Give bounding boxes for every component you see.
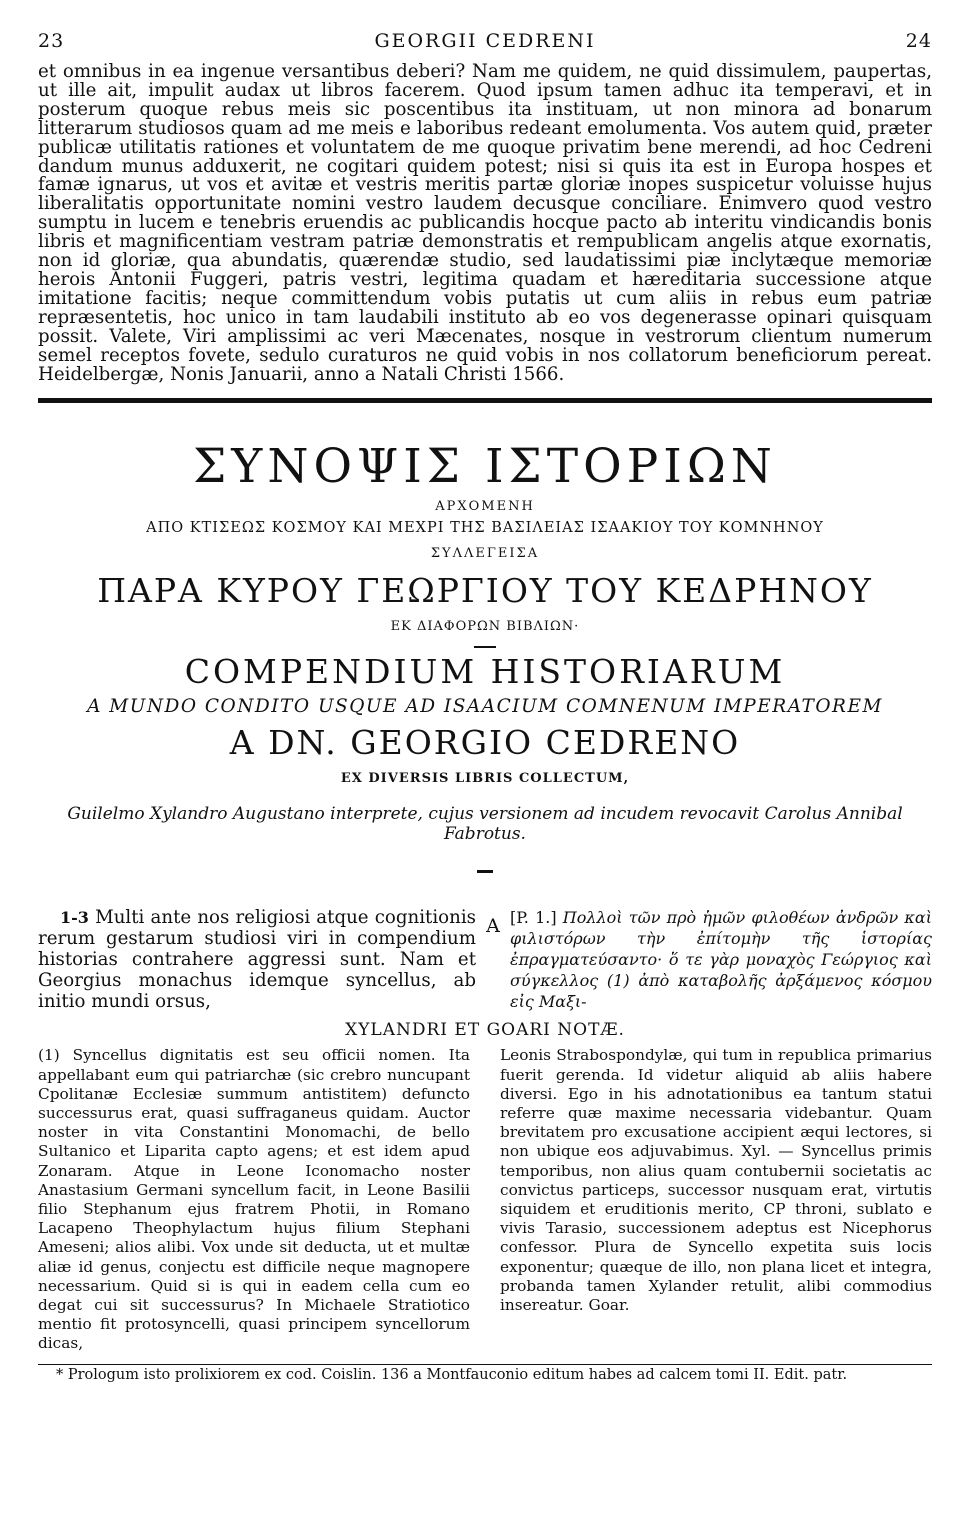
page-number-right: 24 (905, 30, 932, 52)
greek-column (510, 907, 932, 1012)
notes-heading: XYLANDRI ET GOARI NOTÆ. (345, 1020, 625, 1041)
page-number-left: 23 (38, 30, 65, 52)
syllegeisa-line: ΣΥΛΛΕΓΕΙΣΑ (430, 546, 540, 562)
greek-title: ΣΥΝΟΨΙΣ ΙΣΤΟΡΙΩΝ (193, 439, 777, 495)
footnote: * Prologum isto prolixiorem ex cod. Coislin. 136 a Montfauconio editum habes ad calcem tomi II. Edit. patr. (56, 1366, 848, 1383)
margin-marker: A (486, 915, 500, 938)
apo-line: ΑΠΟ ΚΤΙΣΕΩΣ ΚΟΣΜΟΥ ΚΑΙ ΜΕΧΡΙ ΤΗΣ ΒΑΣΙΛΕΙΑΣ ΙΣΑΑΚΙΟΥ ΤΟΥ ΚΟΜΝΗΝΟΥ (146, 520, 824, 537)
dedication-text (38, 63, 932, 384)
ex-diversis-line: EX DIVERSIS LIBRIS COLLECTUM, (340, 771, 630, 787)
latin-text: Multi ante nos religiosi atque cognitionis rerum gestarum studiosi viri in compendium historias contrahere aggressi sunt. Nam et Georgius monachus idemque syncellus, ab initio mundi orsus, (38, 907, 476, 1013)
ek-line: ΕΚ ΔΙΑΦΟΡΩΝ ΒΙΒΛΙΩΝ· (390, 619, 580, 635)
greek-text: Πολλοὶ τῶν πρὸ ἡμῶν φιλοθέων ἀνδρῶν καὶ φιλιστόρων τὴν ἐπίτομὴν τῆς ἱστορίας ἐπραγματεύσαντο· ὅ τε γὰρ μοναχὸς Γεώργιος καὶ σύγκελλος (1) ἀπὸ καταβολῆς ἀρξάμενος κόσμου εἰς Μαξι- (510, 908, 932, 1012)
dedication-paragraph: et omnibus in ea ingenue versantibus deberi? Nam me quidem, ne quid dissimulem, paupertas, ut ille ait, impulit audax ut libros facerem. Quod ipsum tamen adhuc ita temperavi, et in posterum quoque rebus meis sic poscentibus ita instituam, ut non minora ad bonarum litterarum studiosos quam ad me meis e laboribus redeant emolumenta. Vos autem quid, præter publicæ utilitatis rationes et voluntatem de me quoque privatim bene merendi, ad hoc Cedreni dandum munus adduxerit, ne cogitari quidem potest; nisi si quis ita est in Europa hospes et famæ ignarus, ut vos et avitæ et vestris meritis partæ gloriæ inopes suspicetur voluisse hujus liberalitatis opportunitate nomini vestro laudem decusque conciliare. Enimvero quod vestro sumptu in lucem e tenebris eruendis ac publicandis hocque pacto ab interitu vindicandis bonis libris et magnificentiam vestram patriæ demonstratis et rempublicam angelis atque exornatis, non id gloriæ, qua abundatis, quærendæ studio, sed laudatissimi piæ inclytæque memoriæ herois Antonii Fuggeri, patris vestri, legitima quadam et hæreditaria successione atque imitatione facitis; neque committendum vobis putatis ut cum aliis in rebus eum patriæ repræsentetis, hoc unico in tam laudabili instituto ab eo vos degenerasse opinari quisquam possit. Valete, Viri amplissimi ac veri Mæcenates, nosque in vestrorum clientum numerum semel receptos fovete, sedulo curaturos ne quid vobis in nos collatorum beneficiorum pereat. Heidelbergæ, Nonis Januarii, anno a Natali Christi 1566. (38, 61, 932, 385)
title-dash (474, 646, 496, 648)
latin-column (38, 907, 476, 1012)
latin-line-number: 1-3 (60, 908, 89, 928)
page (38, 30, 932, 1385)
archomene-line: ΑΡΧΟΜΕΝΗ (435, 499, 535, 515)
latin-subtitle: A MUNDO CONDITO USQUE AD ISAACIUM COMNENUM IMPERATOREM (87, 696, 883, 718)
note-left-column (38, 1046, 470, 1353)
title-block (38, 441, 932, 873)
note-right-text: Leonis Strabospondylæ, qui tum in republica primarius fuerit gerenda. Id videtur aliquid ab aliis habere diversi. Ego in his adnotationibus ea tantum statui referre quæ maxime necessaria videbantur. Quam brevitatem pro excusatione accipient æqui lectores, si non ubique eos adjuvabimus. Xyl. — Syncellus primis temporibus, non alius quam contubernii societatis ac convictus particeps, successor nusquam erat, virtutis siquidem et eruditionis merito, CP throni, sublato e vivis Tarasio, successionem adeptus est Nicephorus confessor. Plura de Syncello expetita suis locis exponentur; quæque de illo, non plana licet et integra, probanda tamen Xylander retulit, alibi commodius insereatur. Goar. (500, 1046, 932, 1315)
title-end-dash (477, 870, 493, 873)
note-right-column (500, 1046, 932, 1353)
latin-title: COMPENDIUM HISTORIARUM (184, 652, 786, 692)
greek-author-line: ΠΑΡΑ ΚΥΡΟΥ ΓΕΩΡΓΙΟΥ ΤΟΥ ΚΕΔΡΗΝΟΥ (97, 571, 873, 611)
note-left-text: (1) Syncellus dignitatis est seu officii nomen. Ita appellabant eum qui patriarchæ (sic crebro nuncupant Cpolitanæ Ecclesiæ summum antistitem) defuncto successurus erat, quasi suffraganeus quidam. Auctor noster in vita Constantini Monomachi, de bello Sultanico et Liparita capto agens; et est idem apud Zonaram. Atque in Leone Iconomacho noster Anastasium Germani syncellum facit, in Leone Basilii filio Stephanum ejus fratrem Photii, in Romano Lacapeno Theophylactum hujus filium Stephani Ameseni; alios alibi. Vox unde sit deducta, ut et multæ aliæ id genus, conjectu est difficile neque magnopere necessarium. Quid si is qui in eadem cella cum eo degat cui sit successurus? In Michaele Stratiotico mentio fit protosyncelli, quasi principem syncellorum dicas, (38, 1046, 470, 1353)
running-title: GEORGII CEDRENI (374, 30, 596, 52)
notes-section (38, 1046, 932, 1353)
running-header (38, 30, 932, 64)
greek-page-ref: [P. 1.] (510, 908, 557, 928)
latin-author-line: A DN. GEORGIO CEDRENO (229, 723, 741, 763)
section-rule (38, 398, 932, 403)
translator-line: Guilelmo Xylandro Augustano interprete, cujus versionem ad incudem revocavit Carolus Annibal Fabrotus. (67, 804, 903, 845)
parallel-text (38, 907, 932, 1012)
